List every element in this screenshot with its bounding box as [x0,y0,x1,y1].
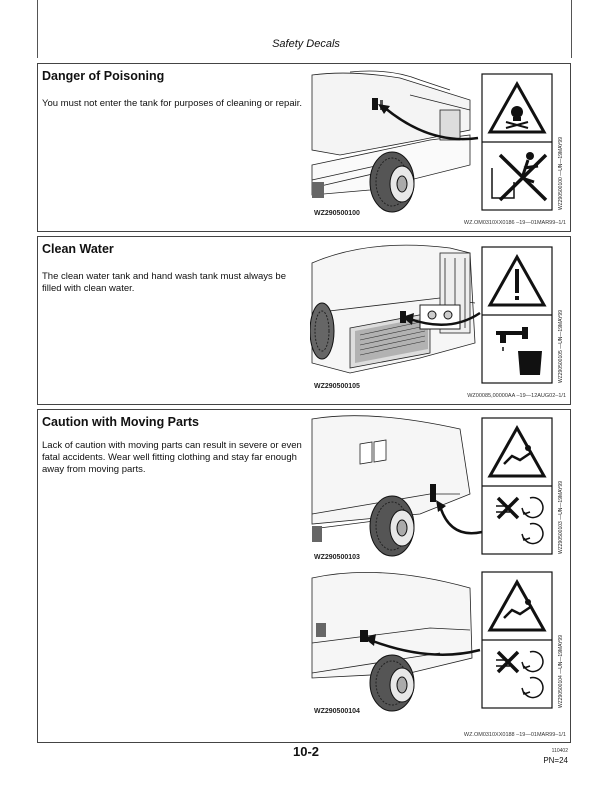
section-clean-water [37,236,571,405]
figure-label: WZ290500100 [314,210,360,217]
decal-code: WZ290500100 —UN—19MAY99 [558,137,564,210]
decal-code: WZ290500105 —UN—19MAY99 [558,310,564,383]
section-caution-with-moving-parts [37,409,571,743]
page-header: Safety Decals [272,38,340,50]
decal-code: WZ290500103 —UN—19MAY99 [558,481,564,554]
figure-reference: WZ00085,00000AA –19—12AUG02–1/1 [467,393,566,399]
tank-decal-illustration [310,70,566,218]
figure-reference: WZ.OM0310XX0188 –19—01MAR99–1/1 [463,732,566,738]
decal-code: WZ290500104 —UN—19MAY99 [558,635,564,708]
section-body: You must not enter the tank for purposes of cleaning or repair. [42,98,303,109]
figure-label: WZ290500103 [314,554,360,561]
section-title: Clean Water [42,242,114,256]
figure-reference: WZ.OM0310XX0186 –19—01MAR99–1/1 [463,220,566,226]
figure-label: WZ290500105 [314,383,360,390]
page-number: 10-2 [292,744,320,759]
page-sequence: PN=24 [543,756,568,765]
section-title: Caution with Moving Parts [42,415,199,429]
section-body: The clean water tank and hand wash tank must always be filled with clean water. [42,271,286,294]
moving-parts-decal-illustration-1 [310,414,566,562]
section-danger-of-poisoning [37,63,571,232]
section-title: Danger of Poisoning [42,69,165,83]
figure-label: WZ290500104 [314,708,360,715]
section-body: Lack of caution with moving parts can result in severe or even fatal accidents. Wear well fitting clothing and stay far enough away from moving parts. [42,440,302,475]
moving-parts-decal-illustration-2 [310,568,566,716]
water-tank-decal-illustration [310,243,566,391]
footer-code: 110402 [551,748,568,754]
